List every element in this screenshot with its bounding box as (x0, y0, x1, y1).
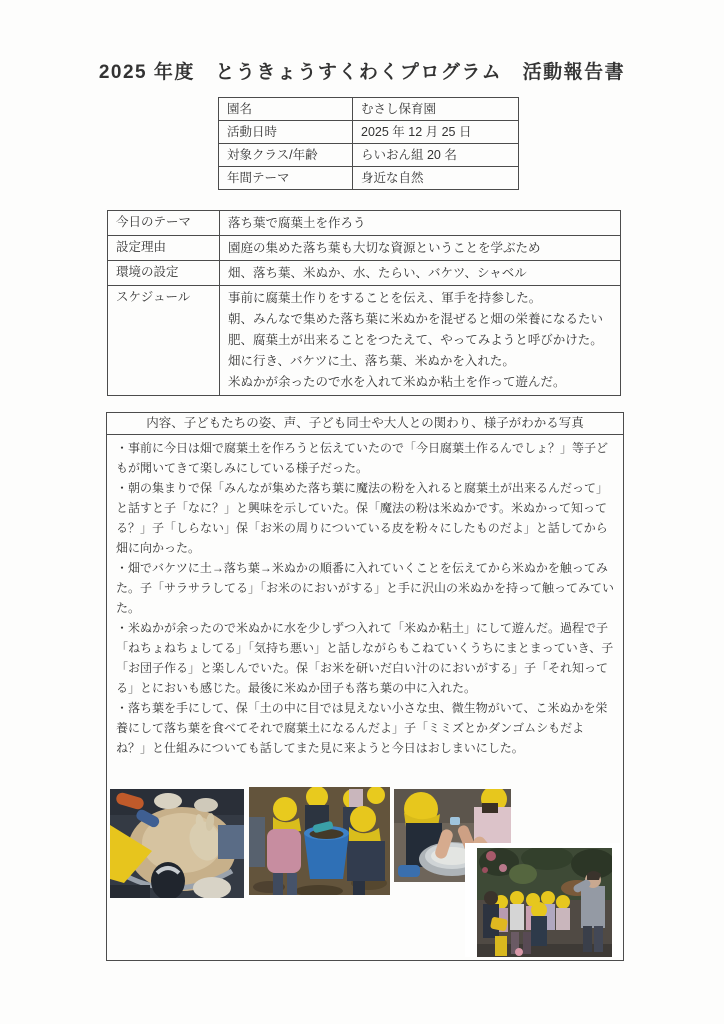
detail-label-cell: 設定理由 (108, 236, 220, 261)
schedule-line: 事前に腐葉土作りをすることを伝え、軍手を持参した。 (228, 291, 542, 305)
table-row (108, 286, 621, 396)
schedule-line: 米ぬかが余ったので水を入れて米ぬか粘土を作って遊んだ。 (228, 375, 566, 389)
table-row (108, 236, 621, 261)
page-title: 2025 年度 とうきょうすくわくプログラム 活動報告書 (98, 62, 626, 83)
report-paragraph: ・畑でバケツに土→落ち葉→米ぬかの順番に入れていくことを伝えてから米ぬかを触ってみた。子「サラサラしてる」「お米のにおいがする」と手に沢山の米ぬかを持って触ってみていた。 (116, 561, 615, 615)
info-label-cell: 年間テーマ (219, 167, 353, 190)
detail-value-cell: 園庭の集めた落ち葉も大切な資源ということを学ぶため (220, 236, 621, 261)
info-value-cell: 2025 年 12 月 25 日 (353, 121, 519, 144)
schedule-line: 朝、みんなで集めた落ち葉に米ぬかを混ぜると畑の栄養になるたい肥、腐葉土が出来ることをつたえて、やってみようと呼びかけた。 (228, 312, 604, 347)
detail-value-cell: 落ち葉で腐葉土を作ろう (220, 211, 621, 236)
table-row (219, 98, 519, 121)
report-paragraph: ・米ぬかが余ったので米ぬかに水を少しずつ入れて「米ぬか粘土」にして遊んだ。過程で子「ねちょねちょしてる」「気持ち悪い」と話しながらもこねていくうちにまとまっていき、子「お団子作る」と楽しんでいた。保「お米を研いだ白い汁のにおいがする」子「それ知ってる」とにおいも感じた。最後に米ぬか団子も落ち葉の中に入れた。 (116, 621, 614, 695)
photo-rice-bran-illustration (110, 789, 244, 898)
content-body (107, 435, 623, 758)
info-value-cell: 身近な自然 (353, 167, 519, 190)
report-paragraph: ・落ち葉を手にして、保「土の中に目では見えない小さな虫、微生物がいて、こ米ぬかを栄養にして落ち葉を食べてそれで腐葉土になるんだよ」子「ミミズとかダンゴムシもだよね？」と仕組みについても話してまた見に来ようと今日はおしまいにした。 (116, 701, 608, 755)
detail-label-cell: 環境の設定 (108, 261, 220, 286)
photo-blue-bucket-group (249, 787, 390, 895)
schedule-value-cell (220, 286, 621, 396)
schedule-label-cell: スケジュール (108, 286, 220, 396)
photo-rice-bran-basin-hands (110, 789, 244, 898)
report-paragraph: ・朝の集まりで保「みんなが集めた落ち葉に魔法の粉を入れると腐葉土が出来るんだって」と話すと子「なに？」と興味を示していた。保「魔法の粉は米ぬかです。米ぬかって知ってる？」子「しらない」保「お米の周りについている皮を粉々にしたものだよ」と話してから畑に向かった。 (116, 481, 609, 555)
photo-field-illustration (477, 848, 612, 957)
photo-bucket-illustration (249, 787, 390, 895)
table-row (108, 211, 621, 236)
detail-value-cell: 畑、落ち葉、米ぬか、水、たらい、バケツ、シャベル (220, 261, 621, 286)
detail-table-body (108, 211, 621, 396)
table-row (219, 144, 519, 167)
info-label-cell: 園名 (219, 98, 353, 121)
photo-field-group-with-teacher (477, 848, 612, 957)
info-value-cell: むさし保育園 (353, 98, 519, 121)
table-row (219, 121, 519, 144)
detail-table (107, 210, 621, 396)
report-paragraph: ・事前に今日は畑で腐葉土を作ろうと伝えていたので「今日腐葉土作るんでしょ？」等子どもが聞いてきて楽しみにしている様子だった。 (116, 441, 609, 475)
detail-label-cell: 今日のテーマ (108, 211, 220, 236)
content-header: 内容、子どもたちの姿、声、子ども同士や大人との関わり、様子がわかる写真 (107, 413, 623, 435)
table-row (219, 167, 519, 190)
info-value-cell: らいおん組 20 名 (353, 144, 519, 167)
info-label-cell: 対象クラス/年齢 (219, 144, 353, 167)
content-box (106, 412, 624, 961)
schedule-line: 畑に行き、バケツに土、落ち葉、米ぬかを入れた。 (228, 354, 515, 368)
info-table-body (219, 98, 519, 190)
table-row (108, 261, 621, 286)
info-label-cell: 活動日時 (219, 121, 353, 144)
info-table (218, 97, 519, 190)
